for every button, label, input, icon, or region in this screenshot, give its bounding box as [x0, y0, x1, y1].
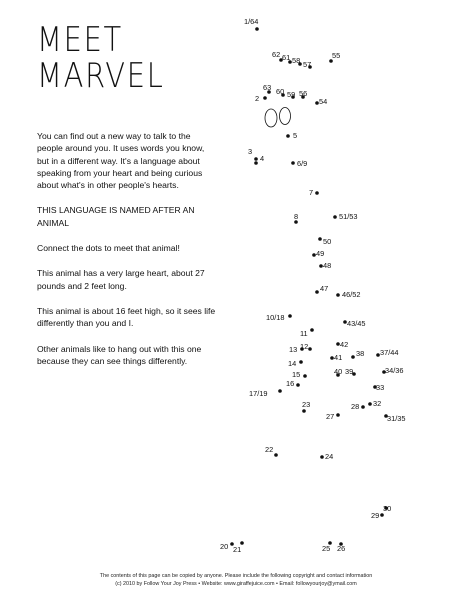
dot-number-label: 42 [340, 340, 349, 349]
copy-notice: The contents of this page can be copied by anyone. Please include the following copyright and contact information [99, 573, 373, 579]
dot-number-label: 22 [265, 445, 274, 454]
puzzle-dot [336, 413, 340, 417]
dot-number-label: 12 [300, 342, 309, 351]
title-line-1: MEET [37, 20, 123, 60]
puzzle-dot [274, 453, 278, 457]
dot-number-label: 3 [248, 147, 253, 156]
puzzle-dot [310, 328, 314, 332]
eye-outline [265, 109, 277, 127]
dot-number-label: 50 [323, 237, 332, 246]
dot-number-label: 14 [288, 359, 297, 368]
height-fact: This animal is about 16 feet high, so it sees life differently than you and I. [37, 305, 216, 329]
dot-number-label: 1/64 [244, 17, 259, 26]
dot-number-label: 31/35 [387, 414, 406, 423]
dot-number-label: 43/45 [347, 319, 366, 328]
intro-paragraph: You can find out a new way to talk to the people around you. It uses words you know, but in a different way. It's a language about speaking from your heart and being curious about what's in other people's hearts. [37, 131, 205, 191]
puzzle-dot [336, 293, 340, 297]
puzzle-dot [278, 389, 282, 393]
dot-number-label: 16 [286, 379, 295, 388]
puzzle-dot [286, 134, 290, 138]
dot-number-label: 57 [303, 60, 312, 69]
dot-number-label: 63 [263, 83, 272, 92]
dot-number-label: 38 [356, 349, 365, 358]
dot-number-label: 30 [383, 504, 392, 513]
dot-number-label: 20 [220, 542, 229, 551]
dot-number-label: 51/53 [339, 212, 358, 221]
dot-number-label: 6/9 [297, 159, 308, 168]
dot-number-label: 40 [334, 367, 343, 376]
dot-number-label: 60 [276, 87, 285, 96]
dot-number-label: 29 [371, 511, 380, 520]
puzzle-dot [315, 290, 319, 294]
puzzle-dot [320, 455, 324, 459]
puzzle-dot [380, 513, 384, 517]
dot-number-label: 2 [255, 94, 260, 103]
puzzle-dot [333, 215, 337, 219]
puzzle-dot [288, 314, 292, 318]
puzzle-dot [302, 409, 306, 413]
puzzle-dot [296, 383, 300, 387]
dot-number-label: 13 [289, 345, 298, 354]
eye-outline [280, 108, 291, 125]
dot-number-label: 28 [351, 402, 360, 411]
dot-number-label: 48 [323, 261, 332, 270]
dot-number-label: 59 [287, 90, 296, 99]
dot-number-label: 24 [325, 452, 334, 461]
connect-instruction: Connect the dots to meet that animal! [37, 243, 180, 254]
dot-number-label: 21 [233, 545, 242, 554]
dot-number-label: 17/19 [249, 389, 268, 398]
dot-number-label: 26 [337, 544, 346, 553]
dot-number-label: 10/18 [266, 313, 285, 322]
dot-number-label: 47 [320, 284, 329, 293]
dot-number-label: 27 [326, 412, 335, 421]
puzzle-dot [368, 402, 372, 406]
friends-fact: Other animals like to hang out with this one because they can see things differently. [37, 343, 202, 366]
dot-number-label: 54 [319, 97, 328, 106]
puzzle-dot [254, 161, 258, 165]
dot-number-label: 5 [293, 131, 298, 140]
dot-number-label: 55 [332, 51, 341, 60]
puzzle-dot [351, 355, 355, 359]
puzzle-dot [303, 374, 307, 378]
dot-number-label: 25 [322, 544, 331, 553]
dot-number-label: 49 [316, 249, 325, 258]
dot-number-label: 32 [373, 399, 382, 408]
puzzle-dot [255, 27, 259, 31]
puzzle-dot [318, 237, 322, 241]
dot-number-label: 15 [292, 370, 301, 379]
dot-number-label: 39 [345, 367, 354, 376]
dot-number-label: 61 [282, 53, 291, 62]
dot-number-label: 37/44 [380, 348, 399, 357]
puzzle-dot [361, 405, 365, 409]
heart-fact: This animal has a very large heart, about 27 pounds and 2 feet long. [37, 268, 205, 291]
contact-info: (c) 2010 by Follow Your Joy Press • Website: www.giraffejuice.com • Email: followyourjoy@ymail.com [115, 581, 357, 587]
copyright-footer [0, 572, 472, 588]
puzzle-dot [308, 347, 312, 351]
puzzle-dot [263, 96, 267, 100]
puzzle-dot [315, 191, 319, 195]
puzzle-dot [254, 157, 258, 161]
dot-number-label: 41 [334, 353, 343, 362]
title-line-2: MARVEL [37, 56, 165, 96]
dot-number-label: 7 [309, 188, 314, 197]
dot-number-label: 34/36 [385, 366, 404, 375]
dot-number-label: 8 [294, 212, 299, 221]
puzzle-dot [299, 360, 303, 364]
dot-number-label: 4 [260, 154, 265, 163]
dot-number-label: 46/52 [342, 290, 361, 299]
language-note: THIS LANGUAGE IS NAMED AFTER AN ANIMAL [37, 205, 195, 228]
dot-number-label: 62 [272, 50, 281, 59]
puzzle-dot [291, 161, 295, 165]
dot-number-label: 56 [299, 89, 308, 98]
dot-number-label: 23 [302, 400, 311, 409]
dot-number-label: 58 [292, 56, 301, 65]
dot-number-label: 11 [300, 329, 308, 338]
dot-number-label: 33 [376, 383, 385, 392]
